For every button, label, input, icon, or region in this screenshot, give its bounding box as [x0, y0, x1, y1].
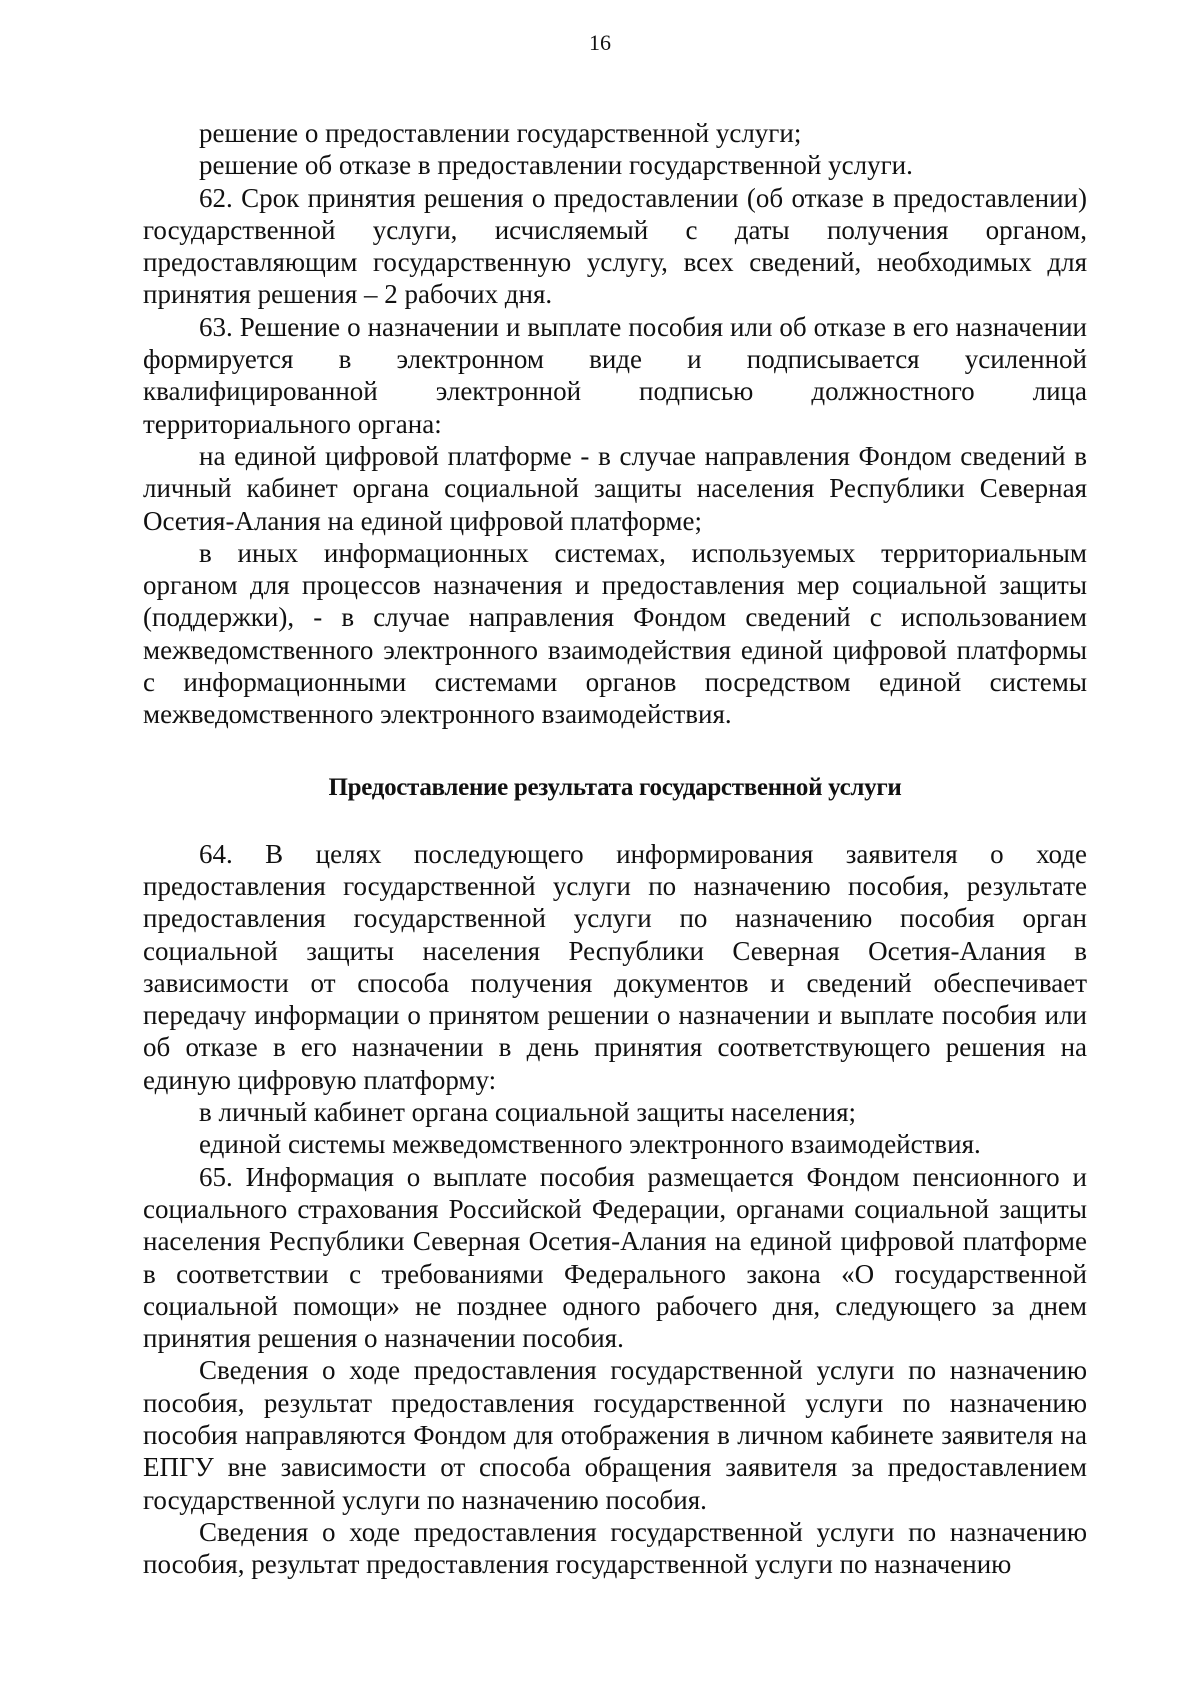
paragraph: Сведения о ходе предоставления государственной услуги по назначению пособия, результат предоставления государственной услуги по назначению пособия направляются Фондом для отображения в личном кабинете заявителя на ЕПГУ вне зависимости от способа обращения заявителя за предоставлением государственной услуги по назначению пособия.	[143, 1355, 1087, 1515]
paragraph-65: 65. Информация о выплате пособия размещается Фондом пенсионного и социального страхования Российской Федерации, органами социальной защиты населения Республики Северная Осетия-Алания на единой цифровой платформе в соответствии с требованиями Федерального закона «О государственной социальной помощи» не позднее одного рабочего дня, следующего за днем принятия решения о назначении пособия.	[143, 1161, 1087, 1354]
paragraph: решение о предоставлении государственной услуги;	[199, 118, 802, 148]
paragraph: единой системы межведомственного электронного взаимодействия.	[199, 1129, 981, 1160]
page-number: 16	[589, 30, 611, 55]
paragraph: Сведения о ходе предоставления государственной услуги по назначению пособия, результат предоставления государственной услуги по назначению	[143, 1516, 1087, 1580]
paragraph: в личный кабинет органа социальной защиты населения;	[199, 1097, 857, 1128]
paragraph-62: 62. Срок принятия решения о предоставлении (об отказе в предоставлении) государственной услуги, исчисляемый с даты получения органом, предоставляющим государственную услугу, всех сведений, необходимых для принятия решения – 2 рабочих дня.	[143, 182, 1087, 310]
section-heading: Предоставление результата государственной услуги	[328, 773, 902, 801]
paragraph: на единой цифровой платформе - в случае направления Фондом сведений в личный кабинет органа социальной защиты населения Республики Северная Осетия-Алания на единой цифровой платформе;	[143, 440, 1087, 536]
document-body	[143, 117, 1087, 1580]
paragraph-63: 63. Решение о назначении и выплате пособия или об отказе в его назначении формируется в электронном виде и подписывается усиленной квалифицированной электронной подписью должностного лица территориального органа:	[143, 311, 1087, 439]
paragraph: в иных информационных системах, используемых территориальным органом для процессов назначения и предоставления мер социальной защиты (поддержки), - в случае направления Фондом сведений с использованием межведомственного электронного взаимодействия единой цифровой платформы с информационными системами органов посредством единой системы межведомственного электронного взаимодействия.	[143, 537, 1087, 730]
paragraph-64: 64. В целях последующего информирования заявителя о ходе предоставления государственной услуги по назначению пособия, результате предоставления государственной услуги по назначению пособия орган социальной защиты населения Республики Северная Осетия-Алания в зависимости от способа получения документов и сведений обеспечивает передачу информации о принятом решении о назначении и выплате пособия или об отказе в его назначении в день принятия соответствующего решения на единую цифровую платформу:	[143, 838, 1087, 1095]
paragraph: решение об отказе в предоставлении государственной услуги.	[199, 150, 913, 181]
